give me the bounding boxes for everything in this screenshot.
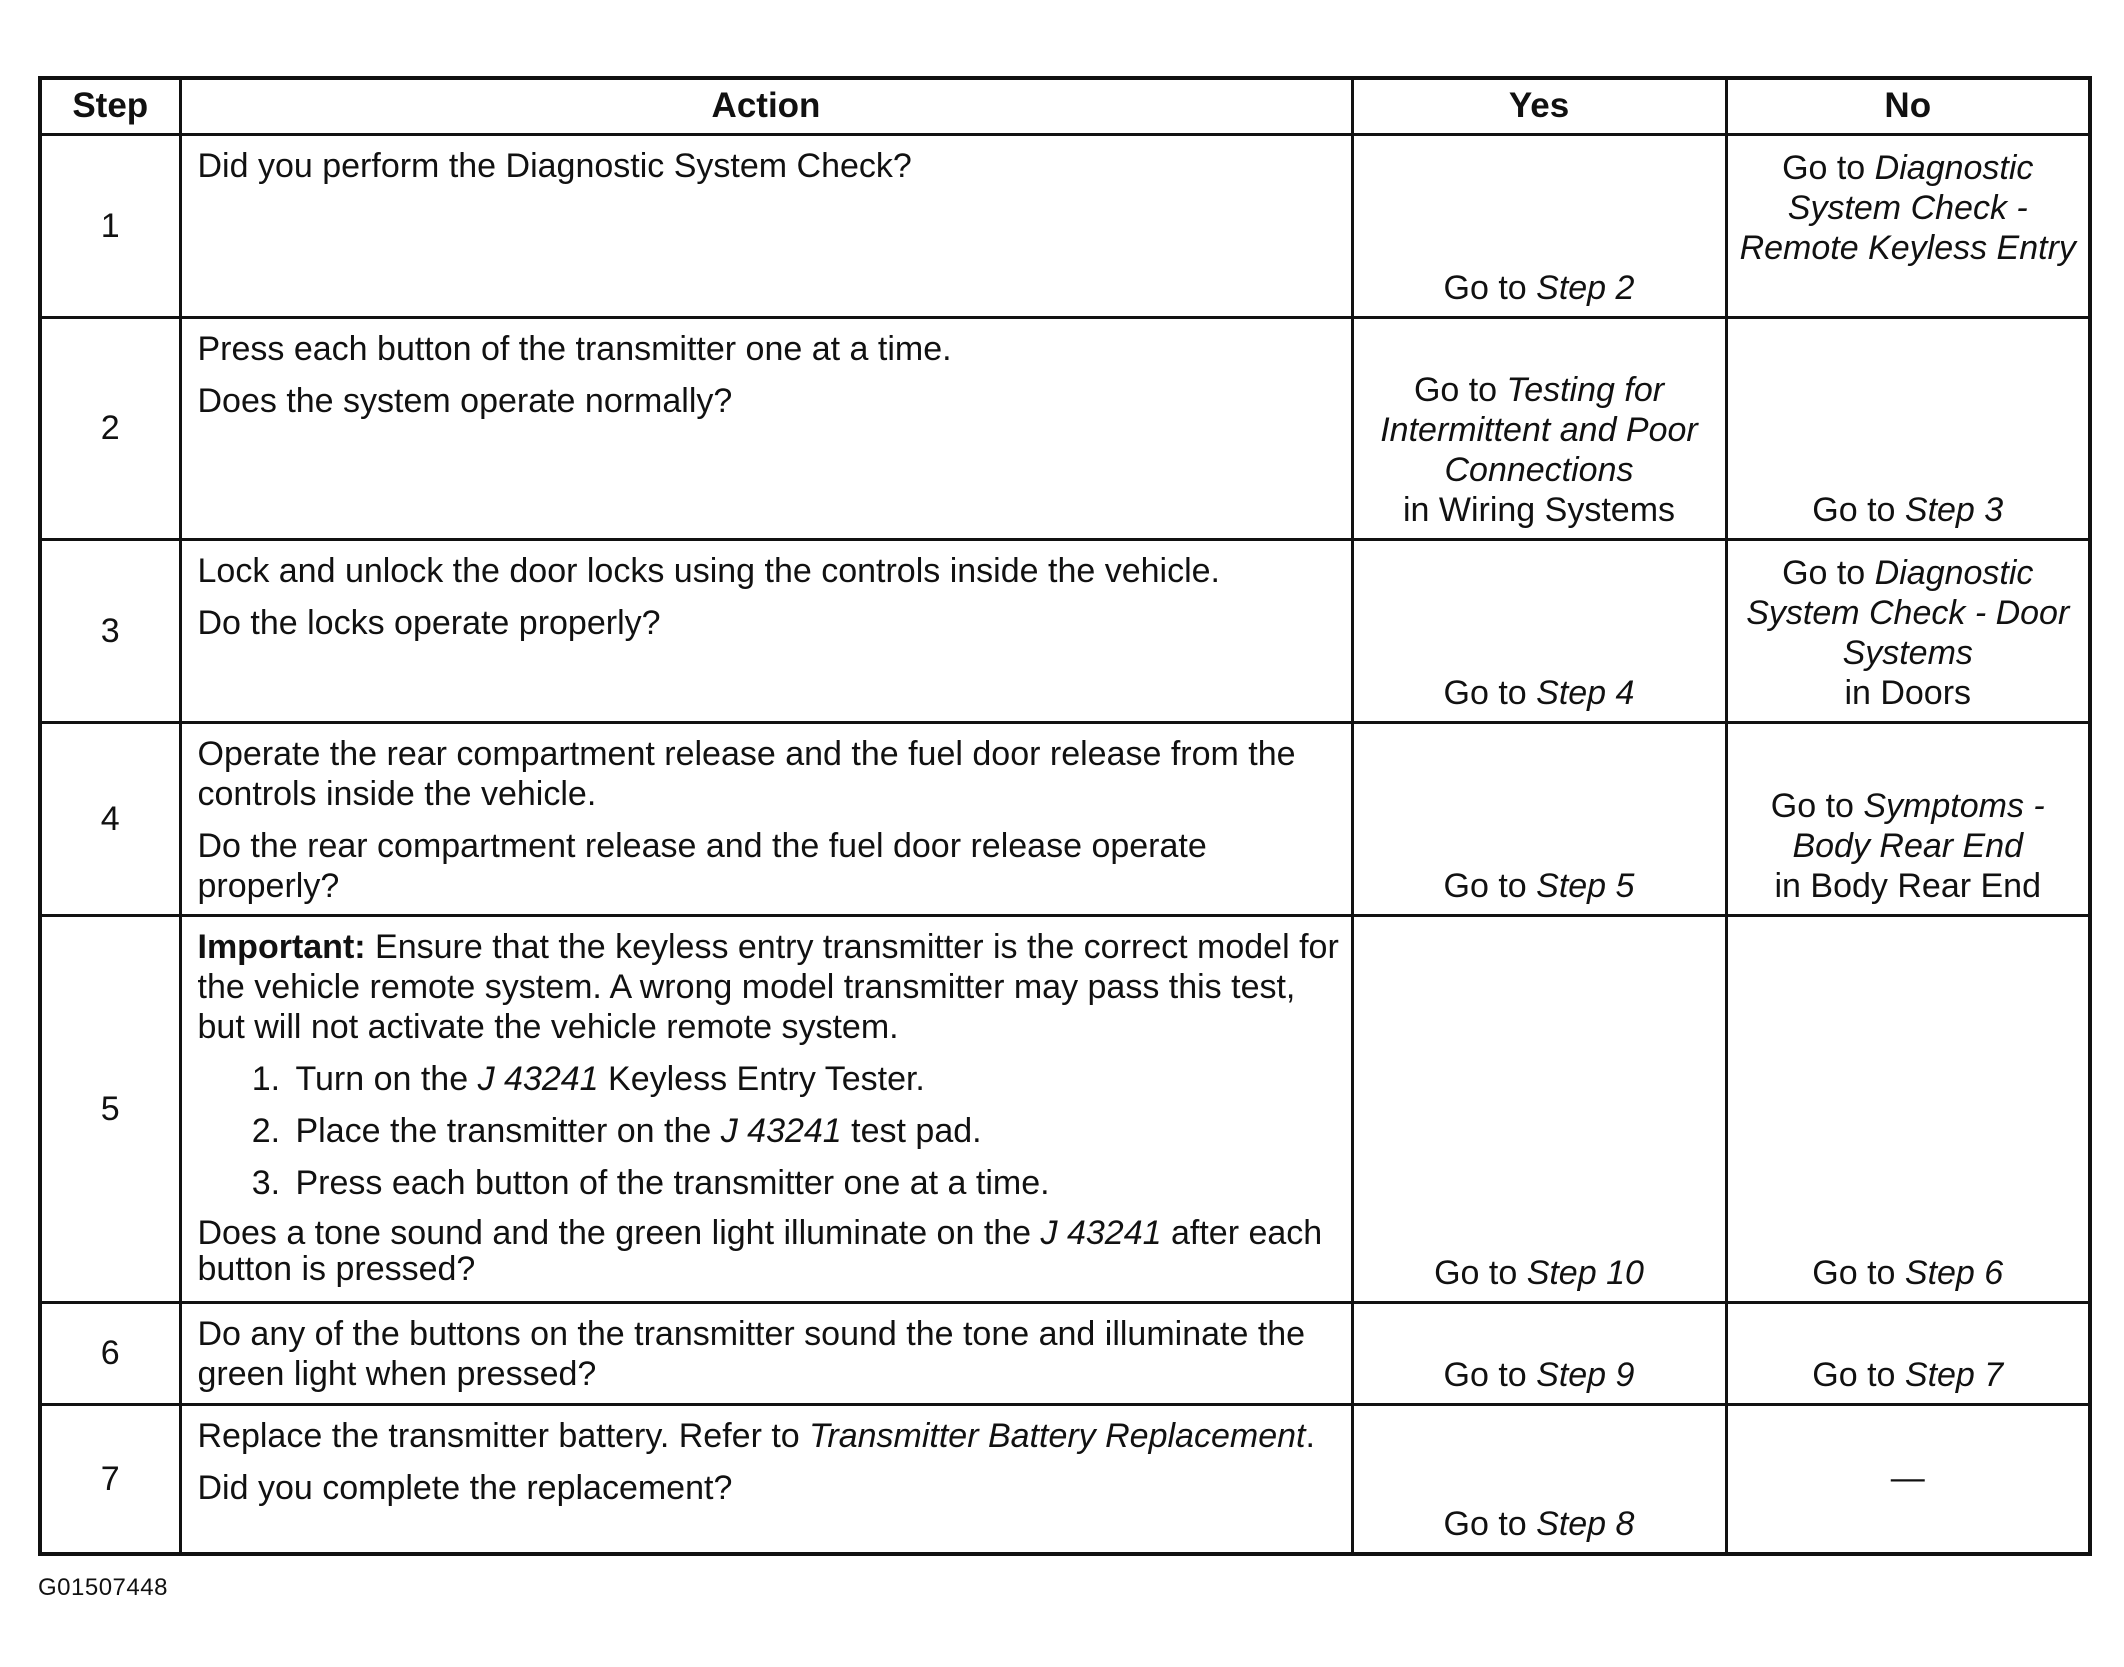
list-item [290,1163,1341,1203]
no-prefix: Go to [1812,1253,1905,1292]
action-instruction: Replace the transmitter battery. Refer to Transmitter Battery Replacement. [197,1416,1315,1455]
action-cell [180,1302,1352,1404]
procedure-steps [198,1059,1341,1203]
step-number: 6 [40,1302,180,1404]
no-cell [1726,722,2090,915]
no-cell [1726,539,2090,722]
table-row [40,134,2090,317]
header-no: No [1726,78,2090,134]
action-question: Do any of the buttons on the transmitter sound the tone and illuminate the green light when pressed? [197,1314,1306,1393]
action-instruction: Lock and unlock the door locks using the controls inside the vehicle. [197,551,1220,590]
table-row [40,539,2090,722]
not-applicable-dash: — [1890,1458,1925,1497]
procedure-link[interactable]: Transmitter Battery Replacement [809,1416,1306,1455]
step-number: 7 [40,1404,180,1554]
action-cell [180,722,1352,915]
no-procedure-link[interactable]: Diagnostic System Check - Door Systems [1746,553,2070,672]
important-text: Ensure that the keyless entry transmitter is the correct model for the vehicle remote system. A wrong model transmitter may pass this test, but will not activate the vehicle remote system. [197,927,1339,1046]
no-prefix: Go to [1782,553,1875,592]
yes-cell [1352,134,1726,317]
action-question: Does the system operate normally? [197,381,733,420]
important-label: Important: [197,927,366,966]
table-row [40,915,2090,1302]
yes-cell [1352,317,1726,539]
table-row [40,1404,2090,1554]
diagnostic-table [38,76,2092,1556]
action-cell [180,134,1352,317]
figure-id: G01507448 [38,1574,168,1601]
no-cell [1726,1302,2090,1404]
no-cell [1726,134,2090,317]
yes-step-link[interactable]: Step 2 [1536,268,1635,307]
step-text: Place the transmitter on the [295,1111,721,1150]
no-prefix: Go to [1812,490,1905,529]
yes-cell [1352,722,1726,915]
step-text: Turn on the [295,1059,478,1098]
list-item [290,1111,1341,1151]
step-number: 3 [40,539,180,722]
header-yes: Yes [1352,78,1726,134]
step-text: test pad. [841,1111,982,1150]
yes-step-link[interactable]: Step 10 [1526,1253,1644,1292]
yes-location: in Wiring Systems [1402,490,1676,529]
no-step-link[interactable]: Step 6 [1904,1253,2004,1292]
yes-prefix: Go to [1443,1505,1537,1543]
no-prefix: Go to [1812,1355,1905,1394]
no-cell [1726,317,2090,539]
step-text: Keyless Entry Tester. [598,1059,925,1098]
no-procedure-link[interactable]: Symptoms - Body Rear End [1792,786,2045,865]
important-note [198,927,1341,1047]
yes-prefix: Go to [1443,268,1537,307]
yes-cell [1352,915,1726,1302]
step-text: Press each button of the transmitter one at a time. [295,1163,1050,1202]
tool-name: J 43241 [720,1111,842,1150]
yes-step-link[interactable]: Step 5 [1536,866,1635,905]
no-cell [1726,915,2090,1302]
no-step-link[interactable]: Step 7 [1904,1355,2004,1394]
step-number: 4 [40,722,180,915]
action-question: Do the locks operate properly? [197,603,661,642]
yes-step-link[interactable]: Step 9 [1536,1355,1635,1394]
step-number: 2 [40,317,180,539]
step-number: 1 [40,134,180,317]
yes-step-link[interactable]: Step 4 [1536,673,1635,712]
no-location: in Doors [1844,673,1972,712]
action-cell [180,915,1352,1302]
tool-name: J 43241 [477,1059,599,1098]
yes-prefix: Go to [1443,673,1537,712]
no-procedure-link[interactable]: Diagnostic System Check - Remote Keyless Entry [1739,148,2076,267]
action-cell [180,1404,1352,1554]
header-action: Action [180,78,1352,134]
list-item [290,1059,1341,1099]
yes-prefix: Go to [1434,1253,1527,1292]
action-question: Did you perform the Diagnostic System Check? [197,146,912,185]
table-row [40,722,2090,915]
no-prefix: Go to [1770,786,1864,825]
table-header-row [40,78,2090,134]
yes-step-link[interactable]: Step 8 [1536,1505,1635,1543]
yes-prefix: Go to [1443,866,1537,905]
yes-cell [1352,1302,1726,1404]
no-prefix: Go to [1782,148,1875,187]
table-row [40,317,2090,539]
yes-prefix: Go to [1443,1355,1537,1394]
header-step: Step [40,78,180,134]
yes-cell [1352,539,1726,722]
yes-procedure-link[interactable]: Testing for Intermittent and Poor Connections [1380,370,1698,489]
action-question: Does a tone sound and the green light illuminate on the J 43241 after each button is pressed? [197,1213,1323,1288]
action-cell [180,317,1352,539]
action-question: Did you complete the replacement? [197,1468,733,1507]
table-row [40,1302,2090,1404]
action-question: Do the rear compartment release and the fuel door release operate properly? [197,826,1207,905]
yes-cell [1352,1404,1726,1554]
tool-name: J 43241 [1040,1213,1162,1252]
no-step-link[interactable]: Step 3 [1904,490,2004,529]
step-number: 5 [40,915,180,1302]
no-location: in Body Rear End [1774,866,2041,905]
action-instruction: Operate the rear compartment release and the fuel door release from the controls inside the vehicle. [197,734,1296,813]
action-instruction: Press each button of the transmitter one at a time. [197,329,952,368]
no-cell [1726,1404,2090,1554]
yes-prefix: Go to [1413,370,1507,409]
action-cell [180,539,1352,722]
